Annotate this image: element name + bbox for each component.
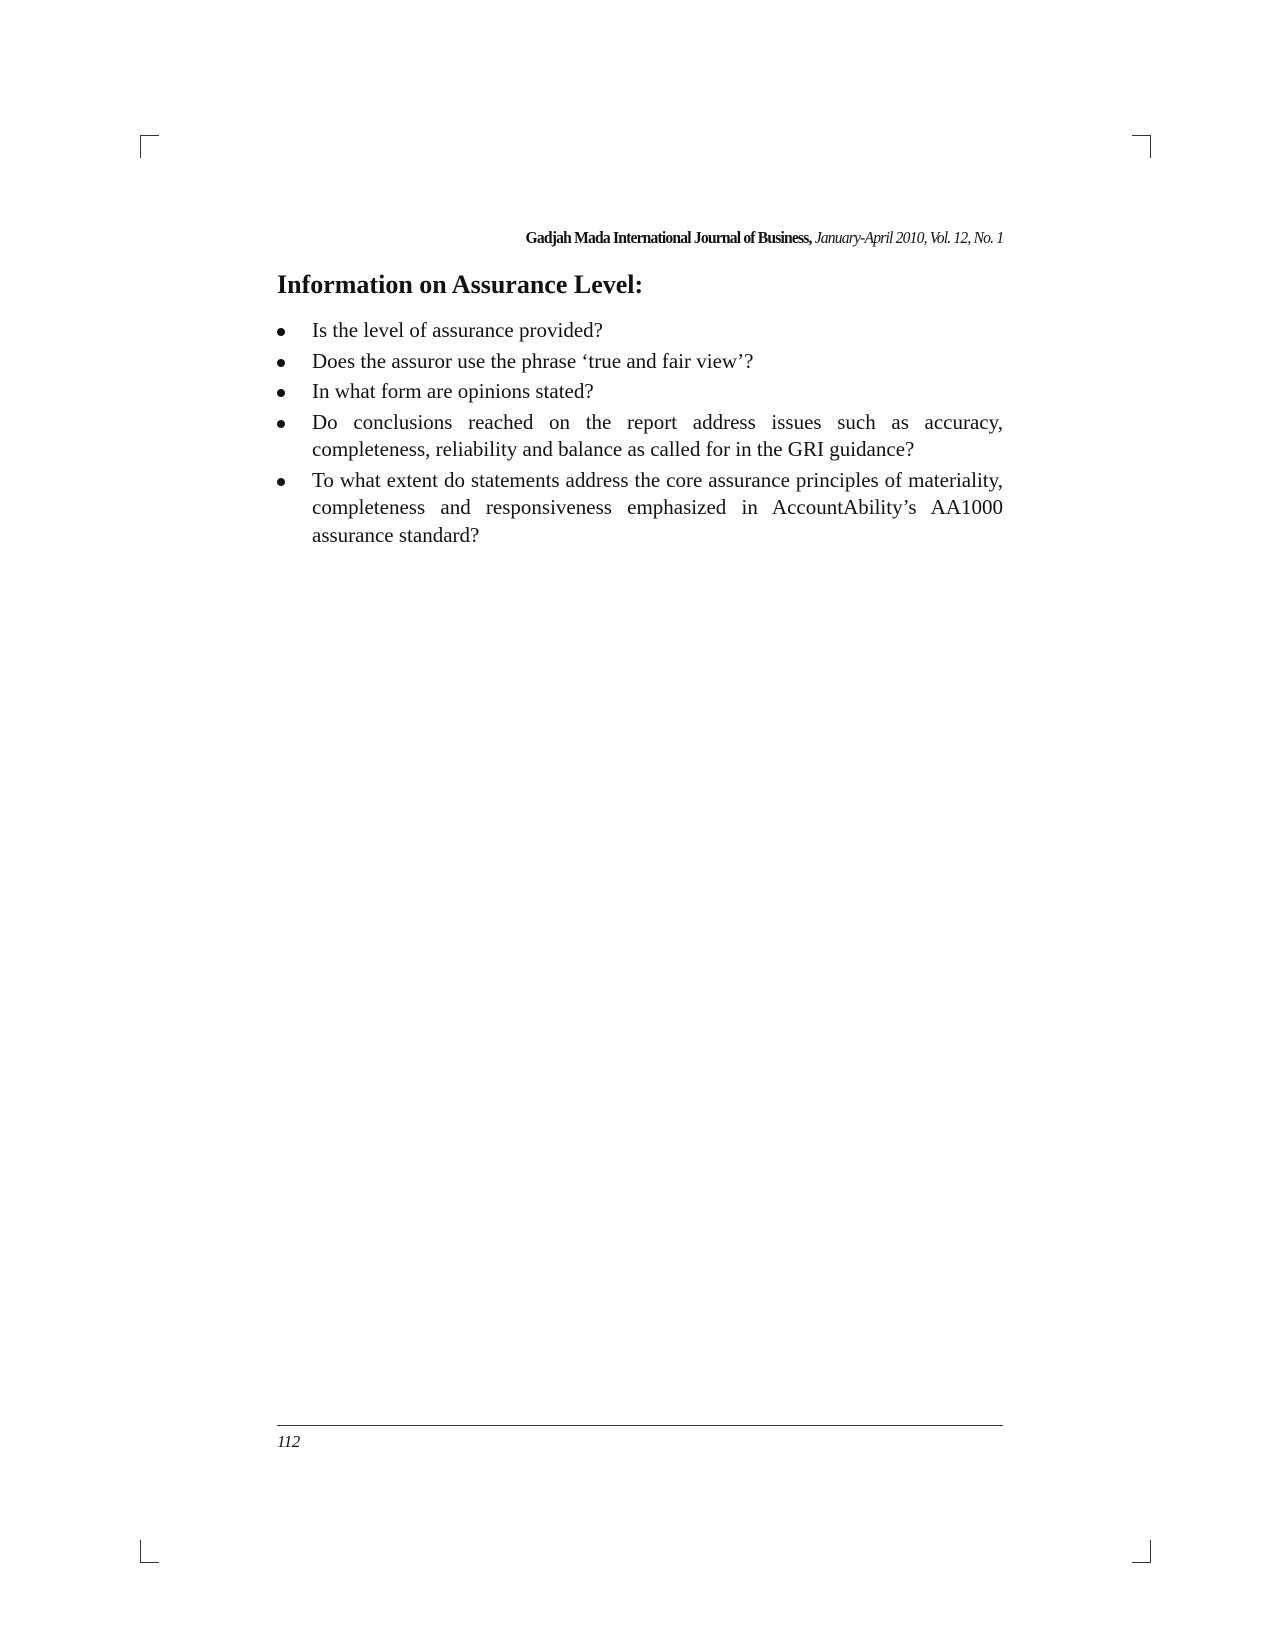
crop-mark-top-left — [140, 135, 159, 158]
running-header — [525, 228, 1003, 248]
list-item-text: To what extent do statements address the core assurance principles of materiality, completeness and responsiveness emphasized in AccountAbility’s AA1000 assurance standard? — [312, 467, 1003, 547]
bullet-list — [277, 317, 1003, 552]
list-item — [277, 348, 1003, 376]
list-item-text: In what form are opinions stated? — [312, 379, 594, 403]
list-item-text: Do conclusions reached on the report address issues such as accuracy, completeness, reliability and balance as called for in the GRI guidance? — [312, 409, 1003, 461]
issue-info: January-April 2010, Vol. 12, No. 1 — [811, 228, 1003, 247]
bullet-icon — [277, 359, 285, 367]
journal-title: Gadjah Mada International Journal of Business, — [525, 228, 812, 247]
list-item — [277, 467, 1003, 550]
bullet-icon — [277, 420, 285, 428]
list-item — [277, 317, 1003, 345]
list-item — [277, 378, 1003, 406]
crop-mark-bottom-right — [1132, 1540, 1151, 1563]
bullet-icon — [277, 328, 285, 336]
list-item-text: Is the level of assurance provided? — [312, 318, 603, 342]
bullet-icon — [277, 389, 285, 397]
crop-mark-top-right — [1132, 135, 1151, 158]
bullet-icon — [277, 478, 285, 486]
page-number: 112 — [277, 1432, 300, 1451]
crop-mark-bottom-left — [140, 1540, 159, 1563]
list-item-text: Does the assuror use the phrase ‘true and fair view’? — [312, 348, 754, 373]
footer-rule — [277, 1425, 1003, 1426]
section-heading: Information on Assurance Level: — [277, 270, 644, 299]
list-item — [277, 409, 1003, 464]
